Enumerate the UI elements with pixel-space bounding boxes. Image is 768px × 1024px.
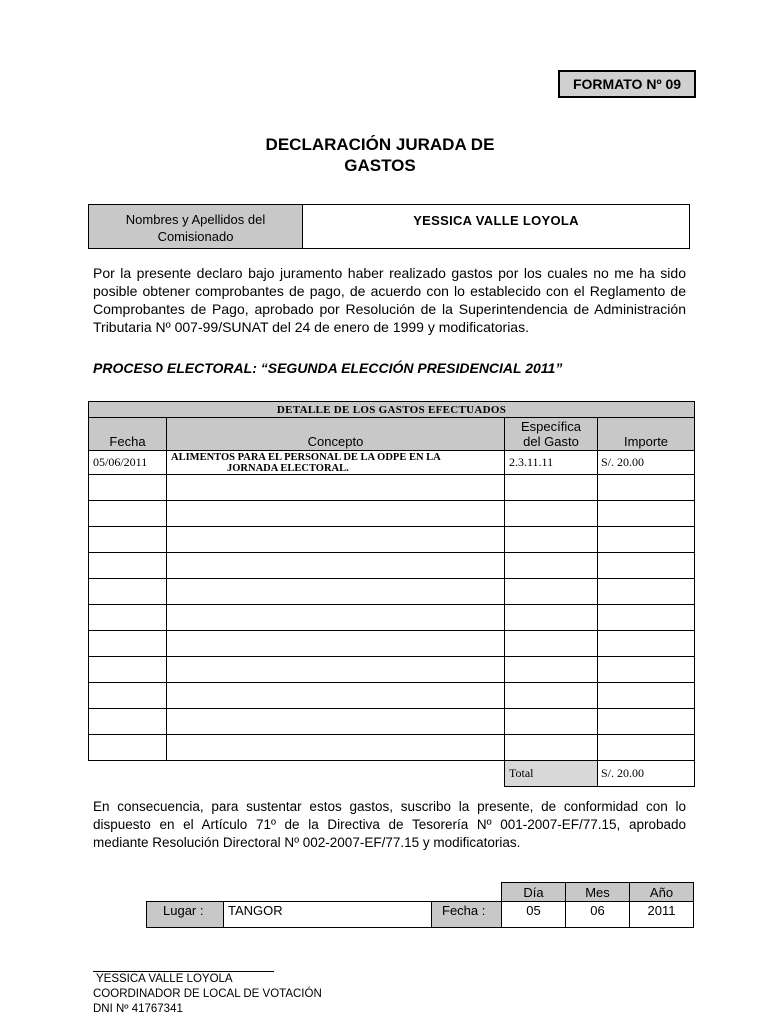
comisionado-name: YESSICA VALLE LOYOLA <box>413 213 579 228</box>
comisionado-label <box>89 205 303 248</box>
signer-name: YESSICA VALLE LOYOLA <box>96 973 233 985</box>
title-line-2: GASTOS <box>344 156 416 175</box>
formato-label: FORMATO Nº 09 <box>558 70 696 98</box>
col-header-especifica-l1: Específica <box>521 419 581 434</box>
row-concepto-line-2: JORNADA ELECTORAL. <box>227 463 349 474</box>
total-value: S/. 20.00 <box>598 761 695 787</box>
total-row <box>89 761 695 787</box>
row-especifica: 2.3.11.11 <box>505 451 598 475</box>
total-label: Total <box>505 761 598 787</box>
lugar-value: TANGOR <box>224 902 432 928</box>
table-row <box>89 475 695 501</box>
declaration-paragraph: Por la presente declaro bajo juramento haber realizado gastos por los cuales no me ha sido posible obtener comprobantes de pago, de acuerdo con lo establecido con el Reglamento de Comprobantes de Pago, aprobado por Resolución de la Superintendencia de Administración Tributaria Nº 007-99/SUNAT del 24 de enero de 1999 y modificatorias. <box>93 265 686 335</box>
table-row <box>89 553 695 579</box>
table-row <box>89 605 695 631</box>
comisionado-label-line-2: Comisionado <box>157 228 234 244</box>
col-header-concepto: Concepto <box>167 418 505 451</box>
table-row <box>89 709 695 735</box>
table-row <box>89 501 695 527</box>
signer-role: COORDINADOR DE LOCAL DE VOTACIÓN <box>93 988 322 1000</box>
table-row <box>89 451 695 475</box>
comisionado-box <box>88 204 690 249</box>
col-header-especifica <box>505 418 598 451</box>
signer-dni: DNI Nº 41767341 <box>93 1003 183 1015</box>
table-row <box>89 527 695 553</box>
table-row <box>89 579 695 605</box>
table-row <box>89 657 695 683</box>
mes-header: Mes <box>566 883 630 902</box>
row-importe: S/. 20.00 <box>598 451 695 475</box>
expenses-table-title: DETALLE DE LOS GASTOS EFECTUADOS <box>89 402 695 418</box>
table-row <box>89 735 695 761</box>
row-concepto-line-1: ALIMENTOS PARA EL PERSONAL DE LA ODPE EN LA <box>171 452 441 463</box>
mes-value: 06 <box>566 902 630 928</box>
col-header-especifica-l2: del Gasto <box>523 434 579 449</box>
row-concepto <box>167 451 505 475</box>
lugar-label: Lugar : <box>147 902 224 928</box>
proceso-electoral: PROCESO ELECTORAL: “SEGUNDA ELECCIÓN PRESIDENCIAL 2011” <box>93 360 563 376</box>
title-line-1: DECLARACIÓN JURADA DE <box>265 135 495 154</box>
comisionado-label-line-1: Nombres y Apellidos del <box>125 211 266 227</box>
table-row <box>89 631 695 657</box>
col-header-fecha: Fecha <box>89 418 167 451</box>
row-fecha: 05/06/2011 <box>89 451 167 475</box>
document-title <box>0 134 760 176</box>
fecha-label: Fecha : <box>432 902 502 928</box>
col-header-importe: Importe <box>598 418 695 451</box>
table-row <box>89 683 695 709</box>
dia-value: 05 <box>502 902 566 928</box>
anio-value: 2011 <box>630 902 694 928</box>
anio-header: Año <box>630 883 694 902</box>
consecuencia-paragraph: En consecuencia, para sustentar estos gastos, suscribo la presente, de conformidad con lo dispuesto en el Artículo 71º de la Directiva de Tesorería Nº 001-2007-EF/77.15, aprobado mediante Resolución Directoral Nº 002-2007-EF/77.15 y modificatorias. <box>93 799 686 850</box>
dia-header: Día <box>502 883 566 902</box>
lugar-fecha-table <box>146 882 694 928</box>
expenses-table <box>88 401 695 787</box>
